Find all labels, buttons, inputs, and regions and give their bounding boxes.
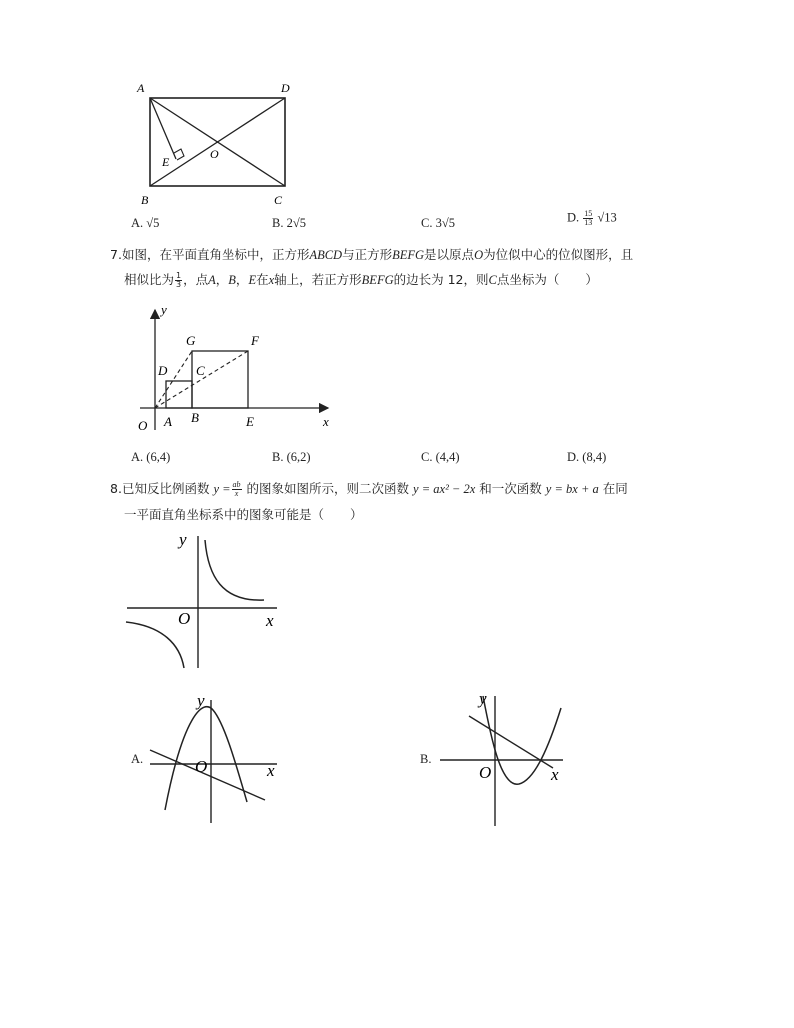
label-x: x: [323, 414, 329, 429]
text: ，: [215, 272, 229, 287]
ratio-fraction: [175, 272, 182, 289]
hyperbola-branch-upper: [205, 540, 264, 600]
option-value: (6,4): [146, 450, 171, 464]
label-b: B: [141, 193, 149, 207]
option-value: √13: [597, 210, 617, 225]
label-y: y: [197, 691, 205, 710]
q7-option-b[interactable]: [272, 450, 311, 465]
label-o: O: [195, 757, 208, 776]
option-fraction: [583, 210, 593, 227]
text: ）: [585, 272, 598, 287]
label-y: y: [479, 689, 487, 708]
label-y: y: [179, 530, 187, 549]
math: O: [474, 248, 484, 262]
math: y = ax² − 2x: [413, 482, 476, 496]
q8-option-b-letter[interactable]: B.: [420, 752, 432, 766]
q8-text-line1: [110, 480, 628, 498]
text: 一平面直角坐标系中的图象可能是（: [124, 507, 325, 522]
option-letter: C.: [421, 216, 433, 230]
q7-option-c[interactable]: [421, 450, 460, 465]
text: 和一次函数: [479, 481, 542, 496]
option-letter: A.: [131, 216, 144, 230]
math: ABCD: [309, 248, 343, 262]
fraction-denominator: 13: [584, 218, 593, 227]
label-x: x: [267, 761, 275, 780]
q8-text-line2: [124, 506, 363, 524]
q7-squares-figure: [130, 300, 340, 438]
q6-option-c[interactable]: [421, 216, 455, 231]
math: A: [208, 273, 216, 287]
q8-hyperbola-figure: [122, 526, 287, 671]
formula-fraction: [232, 481, 242, 498]
q8-option-a-letter[interactable]: A.: [131, 752, 144, 766]
option-value: 2√5: [286, 216, 306, 230]
text: 在同: [602, 481, 628, 496]
math: y =: [213, 482, 231, 496]
question-number: 7.: [110, 247, 122, 262]
option-letter: D.: [567, 450, 580, 464]
fraction-numerator: 1: [176, 271, 182, 280]
option-value: 3√5: [435, 216, 455, 230]
option-letter: B.: [272, 450, 284, 464]
q7-option-a[interactable]: [131, 450, 170, 465]
label-e: E: [246, 414, 254, 429]
label-o: O: [138, 418, 148, 433]
q6-option-b[interactable]: [272, 216, 306, 231]
option-letter: D.: [567, 210, 580, 225]
q6-rectangle-figure: [130, 76, 305, 211]
label-x: x: [551, 765, 559, 784]
text: ，点: [183, 272, 209, 287]
math: B: [228, 273, 236, 287]
label-y: y: [161, 302, 167, 317]
hyperbola-branch-lower: [126, 622, 184, 668]
math: E: [248, 273, 257, 287]
text: 已知反比例函数: [121, 481, 210, 496]
dashed-line-of: [155, 351, 248, 408]
label-a: A: [137, 81, 145, 95]
label-a: A: [164, 414, 172, 429]
q7-option-d[interactable]: [567, 450, 606, 465]
label-c: C: [274, 193, 283, 207]
math: BEFG: [361, 273, 394, 287]
option-value: (8,4): [582, 450, 607, 464]
option-letter: C.: [421, 450, 433, 464]
text: 与正方形: [342, 247, 393, 262]
label-d: D: [158, 363, 168, 378]
text: 是以原点: [424, 247, 475, 262]
math: BEFG: [392, 248, 425, 262]
option-letter: B.: [272, 216, 284, 230]
option-value: √5: [146, 216, 160, 230]
fraction-numerator: 15: [584, 209, 593, 218]
label-o: O: [479, 763, 492, 782]
text: 为位似中心的位似图形，且: [483, 247, 634, 262]
label-c: C: [196, 363, 205, 378]
small-square-abcd: [166, 381, 192, 408]
large-square-befg: [192, 351, 248, 408]
text: ）: [350, 507, 363, 522]
text: 轴上，若正方形: [274, 272, 362, 287]
label-e: E: [162, 155, 170, 169]
q8-option-a-graph[interactable]: [145, 688, 285, 826]
q8-option-b-graph[interactable]: [435, 688, 575, 830]
fraction-numerator: ab: [232, 480, 241, 489]
text: 相似比为: [124, 272, 175, 287]
math: y = bx + a: [545, 482, 599, 496]
text: 点坐标为（: [496, 272, 560, 287]
fraction-denominator: x: [234, 489, 239, 498]
label-x: x: [266, 611, 274, 630]
label-d: D: [281, 81, 290, 95]
q7-text-line2: [124, 271, 598, 289]
label-o: O: [178, 609, 191, 628]
label-o: O: [210, 147, 219, 161]
linear-function-line: [150, 750, 265, 800]
question-number: 8.: [110, 481, 122, 496]
text: 在: [256, 272, 269, 287]
dashed-line-og: [155, 351, 192, 408]
label-b: B: [191, 410, 199, 425]
label-f: F: [251, 333, 259, 348]
label-g: G: [186, 333, 196, 348]
option-value: (4,4): [435, 450, 460, 464]
text: 的图象如图所示，则二次函数: [246, 481, 410, 496]
q6-option-a[interactable]: [131, 216, 159, 231]
q7-text-line1: [110, 246, 633, 264]
q6-option-d[interactable]: [567, 210, 617, 227]
math: x: [268, 273, 275, 287]
option-letter: A.: [131, 450, 144, 464]
fraction-denominator: 3: [176, 280, 182, 289]
option-value: (6,2): [286, 450, 311, 464]
math: C: [488, 273, 497, 287]
text: ，: [235, 272, 249, 287]
text: 的边长为 12，则: [393, 272, 489, 287]
text: 如图，在平面直角坐标中，正方形: [121, 247, 310, 262]
